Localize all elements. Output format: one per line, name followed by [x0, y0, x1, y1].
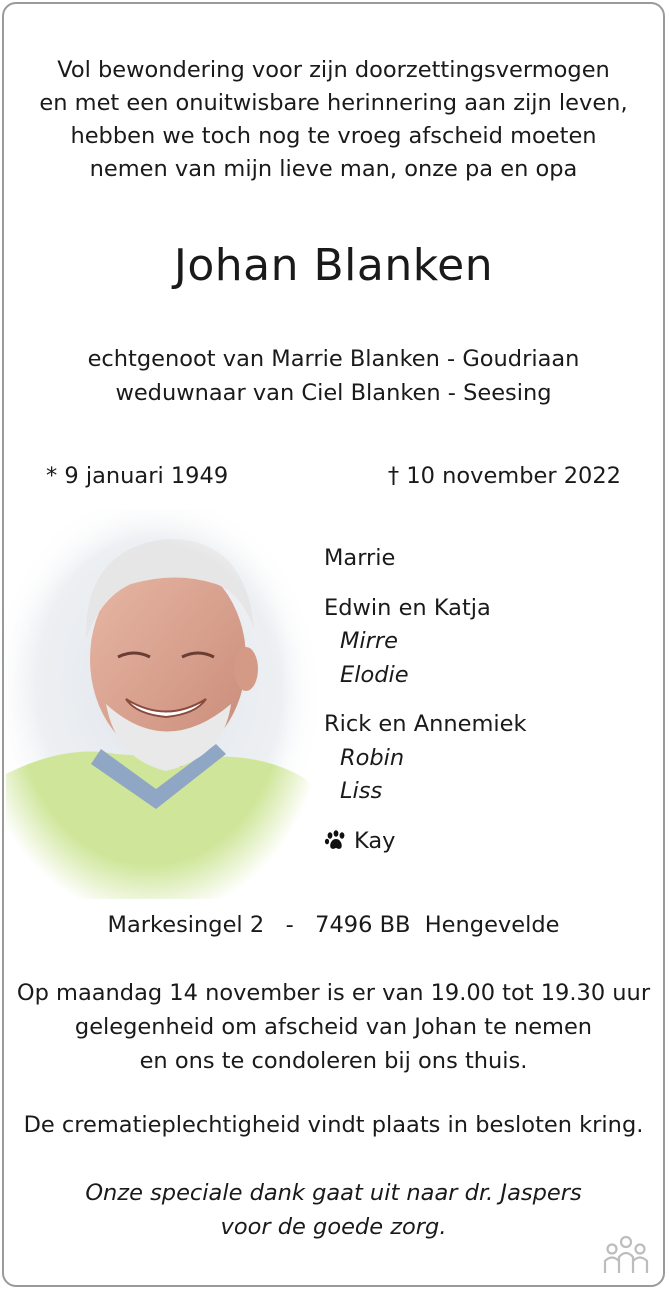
- cremation-info: De crematieplechtigheid vindt plaats in besloten kring.: [23, 1112, 644, 1138]
- pet-line: [324, 825, 527, 859]
- thanks-text: [4, 1176, 663, 1244]
- paw-print-icon: [324, 829, 348, 853]
- obituary-card: [2, 2, 665, 1287]
- visit-line: en ons te condoleren bij ons thuis.: [139, 1048, 528, 1074]
- thanks-line: voor de goede zorg.: [220, 1214, 447, 1240]
- deceased-name: Johan Blanken: [173, 240, 494, 291]
- relation-line: weduwnaar van Ciel Blanken - Seesing: [115, 380, 552, 406]
- intro-line: Vol bewondering voor zijn doorzettingsvermogen: [57, 57, 610, 83]
- visit-info: [4, 976, 663, 1078]
- visit-line: Op maandag 14 november is er van 19.00 tot 19.30 uur: [16, 980, 651, 1006]
- address: Markesingel 2 - 7496 BB Hengevelde: [107, 912, 560, 938]
- relation-line: echtgenoot van Marrie Blanken - Goudriaan: [87, 346, 580, 372]
- grandchild-name: Robin: [340, 744, 405, 771]
- thanks-line: Onze speciale dank gaat uit naar dr. Jaspers: [85, 1180, 582, 1206]
- family-parents: Rick en Annemiek: [324, 711, 527, 737]
- pet-name: Kay: [354, 827, 396, 854]
- birth-date: * 9 januari 1949: [46, 463, 229, 489]
- intro-text: [4, 54, 663, 186]
- grandchild-name: Elodie: [340, 661, 409, 688]
- intro-line: nemen van mijn lieve man, onze pa en opa: [89, 156, 578, 182]
- people-group-icon: [601, 1235, 651, 1275]
- grandchild-name: Liss: [340, 778, 383, 804]
- death-date: † 10 november 2022: [387, 463, 621, 489]
- family-parents: Edwin en Katja: [324, 594, 491, 621]
- family-list: [324, 542, 527, 858]
- visit-line: gelegenheid om afscheid van Johan te nemen: [74, 1014, 593, 1040]
- intro-line: en met een onuitwisbare herinnering aan zijn leven,: [39, 90, 628, 116]
- portrait-photo: [6, 509, 326, 899]
- grandchild-name: Mirre: [340, 628, 399, 654]
- intro-line: hebben we toch nog te vroeg afscheid moeten: [70, 123, 597, 149]
- spouse-name: Marrie: [324, 545, 396, 571]
- relations: [4, 342, 663, 410]
